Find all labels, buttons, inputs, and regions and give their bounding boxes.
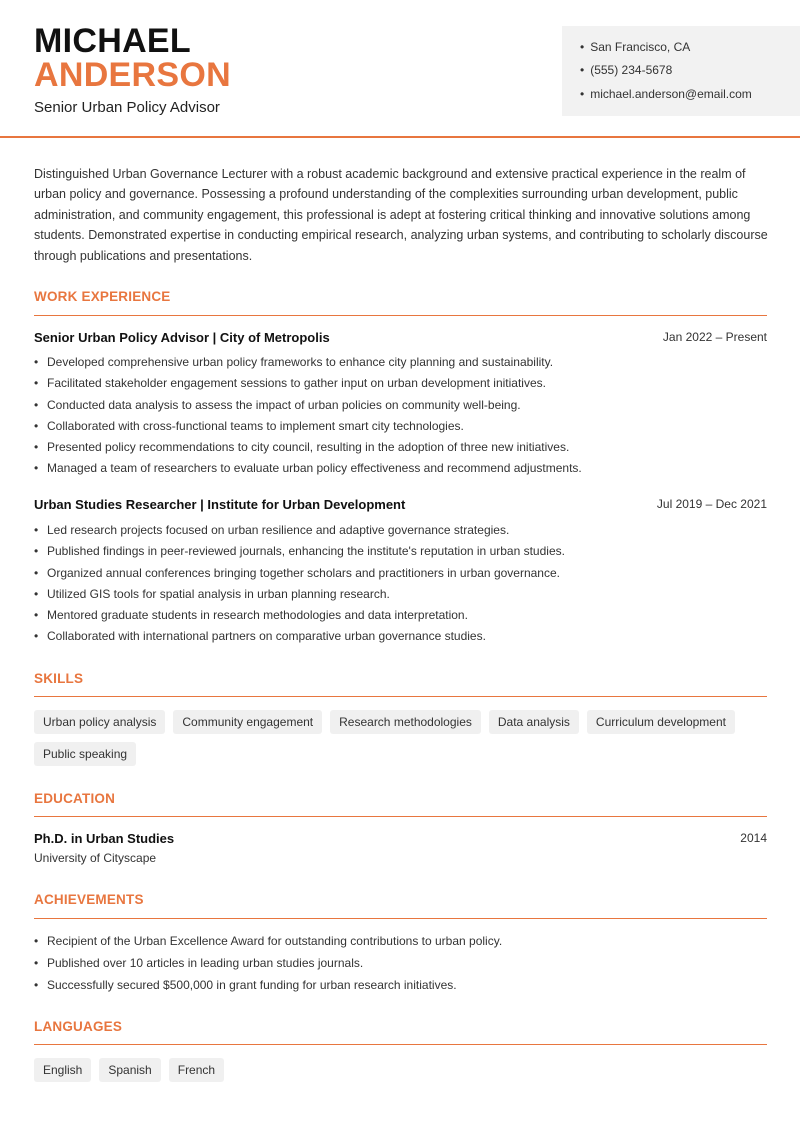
skill-chip: Research methodologies	[330, 710, 481, 734]
job-bullet: • Facilitated stakeholder engagement sessions to gather input on urban development initiatives.	[34, 373, 774, 394]
achievement-item: • Published over 10 articles in leading urban studies journals.	[34, 952, 774, 974]
education-year: 2014	[740, 831, 767, 845]
job-heading: Senior Urban Policy Advisor | City of Metropolis	[34, 330, 330, 345]
job-title: Senior Urban Policy Advisor	[34, 99, 220, 116]
section-title-work: WORK EXPERIENCE	[34, 289, 171, 304]
section-title-achievements: ACHIEVEMENTS	[34, 892, 144, 907]
job-bullet: • Developed comprehensive urban policy frameworks to enhance city planning and sustainability.	[34, 352, 774, 373]
section-divider	[34, 816, 767, 817]
job-bullet: • Led research projects focused on urban resilience and adaptive governance strategies.	[34, 520, 774, 541]
job-bullet: • Organized annual conferences bringing together scholars and practitioners in urban governance.	[34, 563, 774, 584]
summary-paragraph: Distinguished Urban Governance Lecturer with a robust academic background and extensive practical experience in the realm of urban policy and governance. Possessing a profound understanding of the complexities surrounding urban development, public administration, and community engagement, this professional is adept at fostering critical thinking and innovative solutions among students. Demonstrated expertise in conducting empirical research, analyzing urban systems, and contributing to scholarly discourse through publications and presentations.	[34, 167, 768, 263]
skill-chip: Public speaking	[34, 742, 136, 766]
language-chip: English	[34, 1058, 91, 1082]
contact-email: • michael.anderson@email.com	[580, 87, 752, 101]
job-bullet: • Collaborated with cross-functional teams to implement smart city technologies.	[34, 416, 774, 437]
job-heading: Urban Studies Researcher | Institute for Urban Development	[34, 497, 406, 512]
skill-chip: Urban policy analysis	[34, 710, 165, 734]
section-divider	[34, 918, 767, 919]
achievement-list	[34, 930, 774, 996]
job-bullet: • Collaborated with international partners on comparative urban governance studies.	[34, 626, 774, 647]
contact-location: • San Francisco, CA	[580, 40, 690, 54]
job-bullet: • Published findings in peer-reviewed journals, enhancing the institute's reputation in urban studies.	[34, 541, 774, 562]
last-name: ANDERSON	[34, 56, 231, 94]
section-title-skills: SKILLS	[34, 671, 84, 686]
skill-chip: Community engagement	[173, 710, 322, 734]
job-dates: Jan 2022 – Present	[662, 330, 767, 344]
achievement-item: • Recipient of the Urban Excellence Award for outstanding contributions to urban policy.	[34, 930, 774, 952]
language-list	[34, 1058, 767, 1082]
job-bullet: • Presented policy recommendations to city council, resulting in the adoption of three new initiatives.	[34, 437, 774, 458]
job-bullet: • Utilized GIS tools for spatial analysis in urban planning research.	[34, 584, 774, 605]
job-bullet: • Managed a team of researchers to evaluate urban policy effectiveness and recommend adjustments.	[34, 458, 774, 479]
section-divider	[34, 315, 767, 316]
resume-header	[0, 0, 800, 138]
section-title-education: EDUCATION	[34, 791, 116, 806]
education-degree: Ph.D. in Urban Studies	[34, 831, 175, 846]
contact-box	[562, 26, 800, 116]
job-dates: Jul 2019 – Dec 2021	[656, 497, 767, 511]
language-chip: French	[169, 1058, 224, 1082]
skill-chip: Curriculum development	[587, 710, 735, 734]
skill-chip: Data analysis	[489, 710, 579, 734]
job-bullets	[34, 352, 774, 480]
section-divider	[34, 696, 767, 697]
skills-list	[34, 710, 767, 766]
job-bullets	[34, 520, 774, 648]
education-school: University of Cityscape	[34, 851, 157, 865]
first-name: MICHAEL	[34, 22, 191, 60]
contact-phone: • (555) 234-5678	[580, 63, 672, 77]
job-bullet: • Mentored graduate students in research methodologies and data interpretation.	[34, 605, 774, 626]
section-divider	[34, 1044, 767, 1045]
language-chip: Spanish	[99, 1058, 160, 1082]
job-bullet: • Conducted data analysis to assess the impact of urban policies on community well-being.	[34, 395, 774, 416]
achievement-item: • Successfully secured $500,000 in grant funding for urban research initiatives.	[34, 974, 774, 996]
section-title-languages: LANGUAGES	[34, 1019, 123, 1034]
